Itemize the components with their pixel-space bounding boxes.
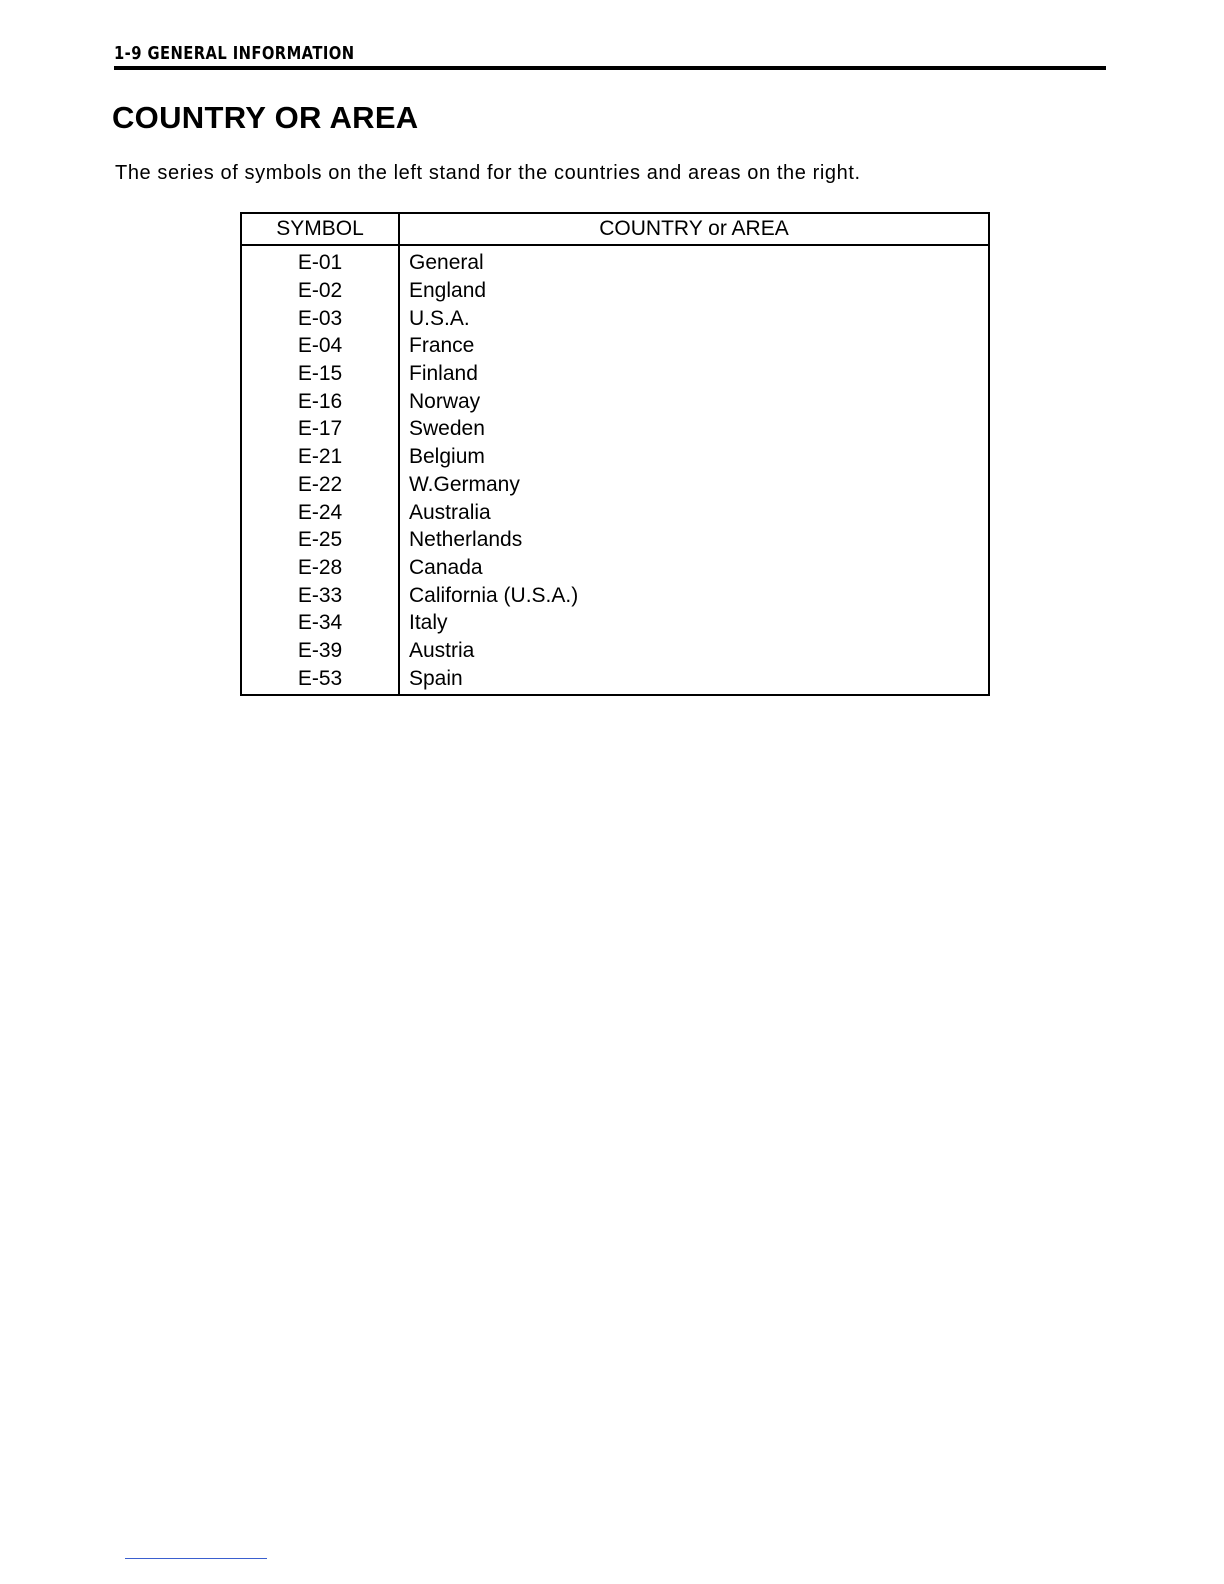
table-row — [241, 609, 989, 637]
table-row — [241, 637, 989, 665]
symbol-cell: E-03 — [241, 304, 399, 332]
symbol-cell: E-33 — [241, 581, 399, 609]
table-row — [241, 277, 989, 305]
table-row — [241, 245, 989, 277]
table-row — [241, 498, 989, 526]
symbol-cell: E-01 — [241, 245, 399, 277]
symbol-cell: E-17 — [241, 415, 399, 443]
footer-rule — [125, 1558, 267, 1559]
table-row — [241, 554, 989, 582]
table-row — [241, 664, 989, 695]
symbol-cell: E-39 — [241, 637, 399, 665]
symbol-cell: E-28 — [241, 554, 399, 582]
symbol-cell: E-02 — [241, 277, 399, 305]
table-row — [241, 332, 989, 360]
symbol-cell: E-22 — [241, 471, 399, 499]
country-cell: Canada — [409, 555, 483, 579]
country-cell: Italy — [409, 611, 448, 635]
intro-paragraph: The series of symbols on the left stand for the countries and areas on the right. — [115, 162, 861, 184]
table-row — [241, 360, 989, 388]
country-cell: Netherlands — [409, 528, 523, 552]
running-header-title: 1-9 GENERAL INFORMATION — [114, 43, 355, 64]
country-symbol-table — [240, 212, 990, 696]
country-cell: Australia — [409, 500, 491, 524]
country-cell: General — [409, 251, 484, 275]
table-row — [241, 387, 989, 415]
symbol-cell: E-21 — [241, 443, 399, 471]
country-cell: Belgium — [409, 445, 485, 469]
country-cell: U.S.A. — [409, 306, 470, 330]
symbol-cell: E-15 — [241, 360, 399, 388]
country-cell: Spain — [409, 666, 463, 690]
header-country: COUNTRY or AREA — [399, 213, 989, 245]
country-cell: France — [409, 334, 475, 358]
country-cell: England — [409, 279, 487, 303]
table-row — [241, 415, 989, 443]
country-cell: California (U.S.A.) — [409, 583, 579, 607]
symbol-cell: E-24 — [241, 498, 399, 526]
table-header-row — [241, 213, 989, 245]
symbol-cell: E-04 — [241, 332, 399, 360]
country-cell: W.Germany — [409, 472, 520, 496]
table-row — [241, 581, 989, 609]
header-symbol: SYMBOL — [241, 213, 399, 245]
country-cell: Finland — [409, 362, 478, 386]
symbol-cell: E-16 — [241, 387, 399, 415]
symbol-cell: E-25 — [241, 526, 399, 554]
table-row — [241, 443, 989, 471]
table-row — [241, 526, 989, 554]
section-title: COUNTRY OR AREA — [112, 100, 419, 135]
symbol-cell: E-53 — [241, 664, 399, 695]
country-cell: Sweden — [409, 417, 485, 441]
running-header — [114, 40, 1106, 70]
symbol-cell: E-34 — [241, 609, 399, 637]
country-cell: Norway — [409, 389, 481, 413]
country-cell: Austria — [409, 638, 475, 662]
table-row — [241, 304, 989, 332]
table-row — [241, 471, 989, 499]
